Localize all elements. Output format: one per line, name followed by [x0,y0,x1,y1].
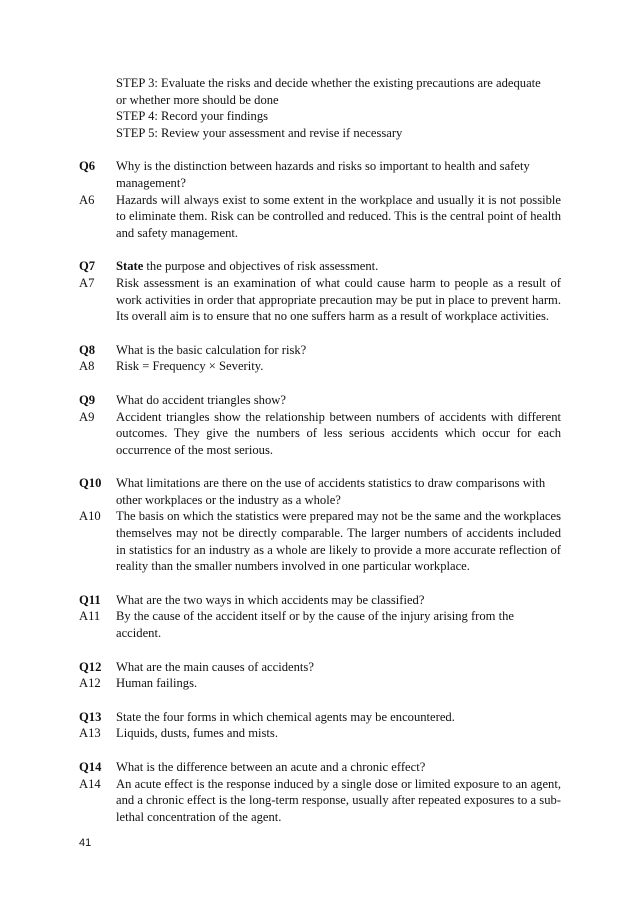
answer-label: A6 [79,192,95,207]
qa-item-12 [79,659,561,692]
answer-label: A12 [79,676,101,691]
question-text: What do accident triangles show? [116,392,286,407]
question-label: Q11 [79,592,101,607]
question-label: Q13 [79,709,102,724]
question-row [79,759,561,776]
qa-item-14 [79,759,561,825]
answer-row [79,608,561,641]
answer-row [79,358,561,375]
question-label: Q7 [79,259,96,274]
answer-row [79,192,561,242]
answer-text: Human failings. [116,676,198,691]
answer-row [79,409,561,459]
steps-list [116,75,561,141]
answer-label: A14 [79,776,101,791]
question-text: State the four forms in which chemical agents may be encountered. [116,709,455,724]
step-line: or whether more should be done [116,92,279,107]
qa-item-7 [79,258,561,324]
question-row [79,258,561,275]
answer-text [116,608,561,641]
question-label: Q12 [79,659,102,674]
question-text: What is the basic calculation for risk? [116,342,307,357]
qa-item-11 [79,592,561,642]
answer-label: A7 [79,275,95,290]
step-line: STEP 5: Review your assessment and revise if necessary [116,125,403,140]
question-label: Q10 [79,476,102,491]
qa-item-9 [79,392,561,458]
page-content [79,75,561,825]
question-text: What are the two ways in which accidents may be classified? [116,592,425,607]
step-line: STEP 4: Record your findings [116,109,269,124]
answer-row [79,725,561,742]
question-label: Q8 [79,342,96,357]
question-text: What are the main causes of accidents? [116,659,314,674]
answer-text: Risk = Frequency × Severity. [116,359,264,374]
answer-line: accident. [116,626,162,641]
question-label: Q9 [79,392,96,407]
answer-label: A11 [79,609,101,624]
answer-row [79,675,561,692]
answer-row [79,776,561,826]
question-text: What is the difference between an acute and a chronic effect? [116,760,426,774]
qa-item-6 [79,158,561,241]
question-label: Q14 [79,760,102,774]
step-line: STEP 3: Evaluate the risks and decide whether the existing precautions are adequate [116,76,541,90]
question-row [79,709,561,726]
answer-text: Liquids, dusts, fumes and mists. [116,726,278,741]
answer-text: The basis on which the statistics were prepared may not be the same and the workplaces themselves may not be directly comparable. The larger numbers of accidents included in statistics for an industry as a whole are likely to provide a more accurate reflection of reality than the smaller numbers involved in one particular workplace. [116,509,561,574]
page-number: 41 [79,837,92,849]
question-row [79,659,561,676]
answer-label: A9 [79,409,95,424]
question-text: What limitations are there on the use of accidents statistics to draw comparisons with other workplaces or the industry as a whole? [116,476,546,507]
answer-label: A10 [79,509,101,524]
question-text: Why is the distinction between hazards and risks so important to health and safety management? [116,159,530,190]
qa-item-10 [79,475,561,575]
qa-item-13 [79,709,561,742]
answer-label: A8 [79,359,95,374]
question-row [79,592,561,609]
question-keyword: State [116,259,144,274]
answer-text: Risk assessment is an examination of what could cause harm to people as a result of work activities in order that appropriate precaution may be put in place to prevent harm. Its overall aim is to ensure that no one suffers harm as a result of workplace activities. [116,275,561,324]
question-text [116,258,561,275]
answer-line: By the cause of the accident itself or by the cause of the injury arising from the [116,609,514,624]
question-row [79,392,561,409]
answer-row [79,508,561,574]
question-row [79,158,561,191]
qa-item-8 [79,342,561,375]
answer-text: An acute effect is the response induced by a single dose or limited exposure to an agent, and a chronic effect is the long-term response, usually after repeated exposures to a sub-lethal concentration of the agent. [116,776,561,824]
question-rest: the purpose and objectives of risk assessment. [143,259,379,274]
answer-text: Hazards will always exist to some extent in the workplace and usually it is not possible to eliminate them. Risk can be controlled and reduced. This is the central point of health and safety management. [116,192,561,240]
question-row [79,475,561,508]
answer-row [79,275,561,325]
answer-label: A13 [79,726,101,741]
question-row [79,342,561,359]
answer-text: Accident triangles show the relationship between numbers of accidents with different outcomes. They give the numbers of less serious accidents which occur for each occurrence of the most serious. [116,409,561,457]
question-label: Q6 [79,159,96,174]
